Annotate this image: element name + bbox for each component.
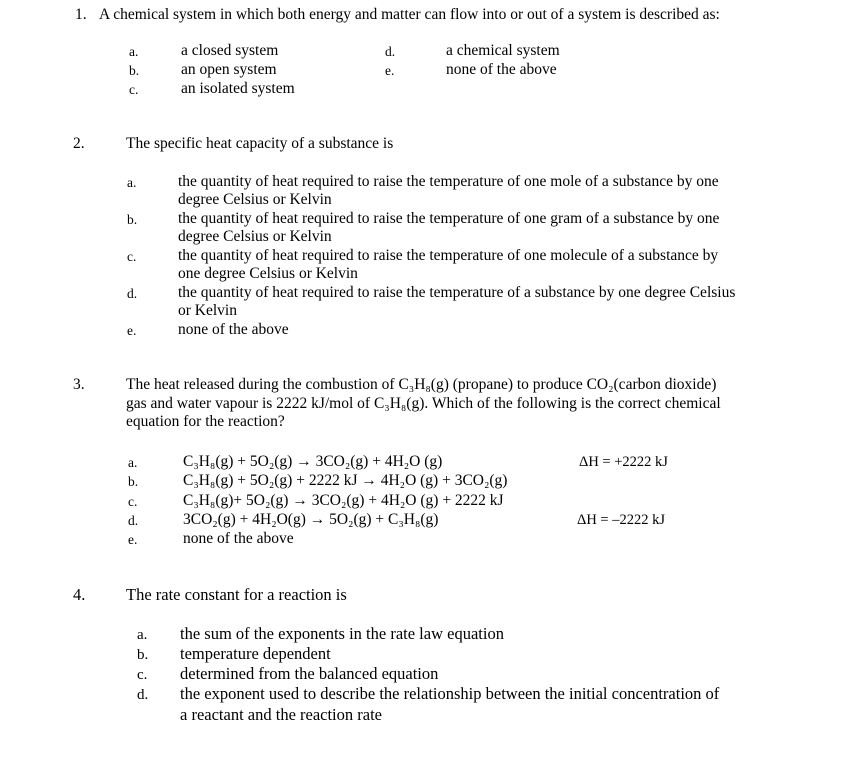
q1-option-b-letter: b. <box>129 63 140 78</box>
q3-option-d-enthalpy: ΔH = –2222 kJ <box>577 512 665 528</box>
q2-stem: The specific heat capacity of a substance is <box>126 135 394 152</box>
q3-option-e-letter: e. <box>128 532 138 547</box>
q1-number: 1. <box>75 6 87 23</box>
q1-option-b-text: an open system <box>181 61 277 78</box>
q1-option-a-text: a closed system <box>181 42 279 59</box>
q4-number: 4. <box>73 585 86 604</box>
q2-option-c-line1: the quantity of heat required to raise the temperature of one molecule of a substance by <box>178 247 719 264</box>
q4-option-c-text: determined from the balanced equation <box>180 664 439 683</box>
q3-number: 3. <box>73 376 85 393</box>
q2-option-d-line2: or Kelvin <box>178 302 237 319</box>
q2-option-b-line1: the quantity of heat required to raise the temperature of one gram of a substance by one <box>178 210 720 227</box>
q3-option-e-text: none of the above <box>183 530 294 547</box>
q2-option-e-line1: none of the above <box>178 321 289 338</box>
q1-option-d-text: a chemical system <box>446 42 560 59</box>
q2-option-d-letter: d. <box>127 286 138 301</box>
q2-option-a-line1: the quantity of heat required to raise the temperature of one mole of a substance by one <box>178 173 719 190</box>
q1-option-c-letter: c. <box>129 82 139 97</box>
q3-option-b-letter: b. <box>128 474 139 489</box>
q3-stem-line1: The heat released during the combustion of C₃H₈(g) (propane) to produce CO₂(carbon dioxide) <box>126 376 717 393</box>
q3-stem-line3: equation for the reaction? <box>126 413 285 430</box>
q2-number: 2. <box>73 135 85 152</box>
q3-option-a-equation: C₃H₈(g) + 5O₂(g) → 3CO₂(g) + 4H₂O (g) <box>183 453 443 470</box>
q1-option-e-letter: e. <box>385 63 395 78</box>
q3-stem-line2: gas and water vapour is 2222 kJ/mol of C₃H₈(g). Which of the following is the correct chemical <box>126 395 721 412</box>
q3-option-b-equation: C₃H₈(g) + 5O₂(g) + 2222 kJ → 4H₂O (g) + 3CO₂(g) <box>183 472 508 489</box>
q4-stem: The rate constant for a reaction is <box>126 585 347 604</box>
q4-option-b-letter: b. <box>137 647 149 663</box>
q1-option-d-letter: d. <box>385 44 396 59</box>
q4-option-d-line2: a reactant and the reaction rate <box>180 705 382 724</box>
q3-option-c-equation: C₃H₈(g)+ 5O₂(g) → 3CO₂(g) + 4H₂O (g) + 2222 kJ <box>183 492 504 509</box>
q2-option-c-line2: one degree Celsius or Kelvin <box>178 265 358 282</box>
q3-option-a-enthalpy: ΔH = +2222 kJ <box>579 454 668 470</box>
q1-option-e-text: none of the above <box>446 61 557 78</box>
q2-option-e-letter: e. <box>127 323 137 338</box>
q4-option-a-text: the sum of the exponents in the rate law equation <box>180 624 504 643</box>
q1-option-a-letter: a. <box>129 44 139 59</box>
q3-option-c-letter: c. <box>128 494 138 509</box>
q3-option-a-letter: a. <box>128 455 138 470</box>
q2-option-b-letter: b. <box>127 212 138 227</box>
q2-option-a-letter: a. <box>127 175 137 190</box>
q4-option-b-text: temperature dependent <box>180 644 331 663</box>
q4-option-d-line1: the exponent used to describe the relationship between the initial concentration of <box>180 684 720 703</box>
q2-option-a-line2: degree Celsius or Kelvin <box>178 191 332 208</box>
q1-option-c-text: an isolated system <box>181 80 295 97</box>
q2-option-d-line1: the quantity of heat required to raise the temperature of a substance by one degree Celsius <box>178 284 736 301</box>
q4-option-c-letter: c. <box>137 667 148 683</box>
q2-option-b-line2: degree Celsius or Kelvin <box>178 228 332 245</box>
q4-option-d-letter: d. <box>137 687 149 703</box>
q2-option-c-letter: c. <box>127 249 137 264</box>
q1-stem: A chemical system in which both energy and matter can flow into or out of a system is described as: <box>99 6 720 23</box>
q3-option-d-equation: 3CO₂(g) + 4H₂O(g) → 5O₂(g) + C₃H₈(g) <box>183 511 439 528</box>
q3-option-d-letter: d. <box>128 513 139 528</box>
q4-option-a-letter: a. <box>137 627 148 643</box>
